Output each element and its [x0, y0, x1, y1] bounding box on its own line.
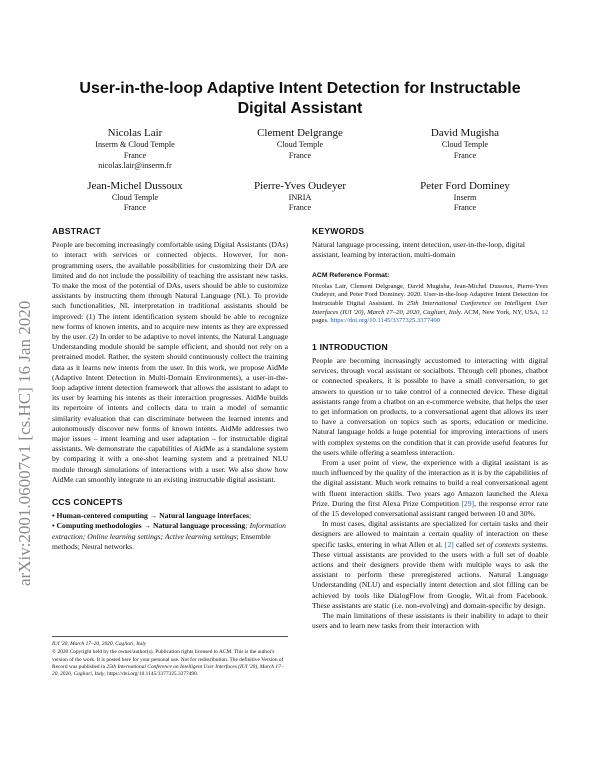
intro-paragraph: The main limitations of these assistants is their inability to adapt to their users and to learn new tasks from their interaction with	[312, 611, 548, 631]
author-affiliation: Cloud Temple	[111, 192, 159, 202]
acm-reference	[312, 283, 548, 326]
author-name: Peter Ford Dominey	[420, 179, 510, 192]
acm-ref-heading: ACM Reference Format:	[312, 271, 390, 279]
author-name: Pierre-Yves Oudeyer	[253, 179, 347, 192]
author-affiliation: Inserm & Cloud Temple	[95, 140, 175, 149]
intro-p3-b: called	[455, 539, 475, 549]
acm-ref-pages-link[interactable]: 12	[541, 308, 548, 316]
author-email[interactable]: nicolas.lair@inserm.fr	[98, 161, 172, 171]
author	[385, 127, 545, 172]
author-country: France	[123, 150, 147, 160]
intro-p2-b: , the response error rate of the 15 developed conversational assistant ranged between 10 and 30%.	[312, 498, 548, 519]
intro-p3-a: In most cases, digital assistants are specialized for certain tasks and their designers are allowed to maintain a certain quality of interaction on these specific tasks, entering in what Allen et al.	[312, 519, 548, 549]
ccs-line2-terms: ; Information extraction; Online learning settings; Active learning settings	[52, 521, 286, 541]
venue-line: IUI '20, March 17–20, 2020, Cagliari, Italy	[52, 641, 147, 647]
author-name: Clement Delgrange	[257, 127, 343, 139]
abstract-text: People are becoming increasingly comfortable using Digital Assistants (DAs) to interact with services or connected objects. However, for non-programming users, the available possibilities for customizing their DA are limited and do not include the possibility of teaching the assistant new tasks. To make the most of the potential of DAs, users should be able to customize assistants by instructing them through Natural Language (NL). To provide such functionalities, NL interpretation in traditional assistants should be improved: (1) The intent identification system should be able to recognize new forms of known intents, and to acquire new intents as they are expressed by the user. (2) In order to be adaptive to novel intents, the Natural Language Understanding module should be sample efficient, and should not rely on a pretrained model. Rather, the system should continuously collect the training data as it learns new intents from the user. In this work, we propose AidMe (Adaptive Intent Detection in Multi-Domain Environments), a user-in-the-loop adaptive intent detection framework that allows the assistant to adapt to its user by learning his intents as their interaction progresses. AidMe builds its repertoire of intents and collects data to train a model of semantic similarity evaluation that can discriminate between the learned intents and autonomously discover new forms of known intents. AidMe addresses two major issues – intent learning and user adaptation – for instructable digital assistants. We demonstrate the capabilities of AidMe as a standalone system by comparing it with a one-shot learning system and a pretrained NLU module through simulations of interactions with a user. We also show how AidMe can smoothly integrate to an existing instructable digital assistant.	[52, 240, 288, 484]
intro-heading: 1 INTRODUCTION	[312, 341, 388, 352]
author-country: France	[288, 203, 312, 213]
author-affiliation: Cloud Temple	[276, 140, 324, 149]
intro-paragraph: People are becoming increasingly accustomed to interacting with digital services, through vocal assistant or socialbots. Through cell phones, chatbot or connected speakers, it is possible to have a small conversation, to get answers to question or to take control of a connected device. These digital assistants range from a chatbot on an e-commerce website, that helps the user to get information on products, to a conversational agent that allows its user to have a conversation on topics such as sports, education or medicine. Natural language holds a huge potential for improving interactions of users with complex systems on the condition that it can provide useful features for the users while offering a seamless interaction.	[312, 355, 548, 457]
intro-p2-a: From a user point of view, the experience with a digital assistant is as much influenced by the quality of the interaction as it is by the capabilities of the digital assistant. Much work remains to build a real conversational agent with fluent interaction skills. Two years ago Amazon launched the Alexa Prize. During the first Alexa Prize Competition	[312, 458, 548, 508]
acm-ref-pages-post: pages.	[312, 317, 329, 325]
intro-paragraph	[312, 458, 548, 519]
author	[55, 127, 215, 172]
citation-link[interactable]: [29]	[461, 498, 475, 508]
author-affiliation: INRIA	[288, 192, 312, 202]
author-name: Nicolas Lair	[107, 127, 163, 139]
acm-ref-authors: Nicolas Lair, Clement Delgrange, David Mugisha, Jean-Michel Dussoux, Pierre-Yves Oudeyer, and Peter Ford Dominey. 2020. User-in-the-loop Adaptive Intent Detection for Instructable Digital Assistant. In	[312, 282, 548, 307]
acm-ref-venue: 25th International Conference on Intelligent User Interfaces (IUI '20), March 17–20, 2020, Cagliari, Italy.	[312, 300, 548, 316]
paper-title: User-in-the-loop Adaptive Intent Detection for Instructable Digital Assistant	[79, 80, 521, 117]
author	[385, 180, 545, 214]
footnote-doi[interactable]: https://doi.org/10.1145/3377325.3377490.	[107, 671, 199, 678]
ccs-line1: • Human-centered computing → Natural language interfaces	[52, 511, 249, 521]
author-country: France	[288, 150, 312, 160]
copyright-footnote: IUI '20, March 17–20, 2020, Cagliari, Italy © 2020 Copyright held by the owner/author(s). Publication rights licensed to ACM. This is the author's version of the work. It is posted here for your personal use. Not for redistribution. The definitive Version of Record was published in 25th International Conference on Intelligent User Interfaces (IUI '20), March 17–20, 2020, Cagliari, Italy, https://doi.org/10.1145/3377325.3377490.	[52, 636, 288, 678]
arxiv-stamp	[4, 250, 44, 590]
author-name: David Mugisha	[430, 127, 500, 139]
record-venue: 25th International Conference on Intelligent User Interfaces (IUI '20), March 17–20, 2020, Cagliari, Italy	[52, 663, 284, 678]
author-country: France	[123, 203, 147, 213]
intro-paragraph	[312, 519, 548, 611]
left-column	[52, 226, 288, 552]
author	[220, 180, 380, 214]
author-affiliation: Inserm	[453, 192, 477, 202]
abstract-heading: ABSTRACT	[52, 226, 101, 236]
acm-ref-pages-pre: ACM, New York, NY, USA,	[463, 308, 540, 316]
author-name: Jean-Michel Dussoux	[87, 179, 183, 192]
right-column	[312, 226, 548, 631]
ccs-heading: CCS CONCEPTS	[52, 497, 123, 508]
ccs-line1-end: ;	[249, 511, 252, 521]
keywords-text: Natural language processing, intent detection, user-in-the-loop, digital assistant, learning by interaction, multi-domain	[312, 240, 526, 260]
acm-ref-doi-link[interactable]: https://doi.org/10.1145/3377325.3377490	[330, 317, 441, 325]
intro-p3-c: systems. These virtual assistants are provided to the users with a full set of doable actions and their designers provide them with multiple ways to ask the assistant to perform these preregistered actions. Natural Language Understanding (NLU) and especially intent detection and slot filling can be achieved by tools like DialogFlow from Google, Wit.ai from Facebook. These assistants are static (i.e. non-evolving) and domain-specific by design.	[312, 539, 548, 610]
author-country: France	[453, 150, 477, 160]
ccs-concepts	[52, 511, 288, 552]
author-country: France	[453, 203, 477, 213]
intro-p3-italic: set of contexts	[476, 539, 520, 549]
author-block	[55, 127, 545, 222]
arxiv-stamp-text: arXiv:2001.06007v1 [cs.HC] 16 Jan 2020	[15, 300, 34, 586]
author-affiliation: Cloud Temple	[441, 140, 489, 149]
ccs-line2: • Computing methodologies → Natural language processing	[52, 521, 246, 531]
ccs-line2-tail: ; Ensemble methods; Neural networks.	[52, 531, 271, 551]
citation-link[interactable]: [2]	[444, 539, 454, 549]
copyright-text: © 2020 Copyright held by the owner/author(s). Publication rights licensed to ACM. This is the author's version of the work. It is posted here for your personal use. Not for redistribution. The definitive Version of Record was published in	[52, 649, 284, 670]
author	[55, 180, 215, 214]
author	[220, 127, 380, 172]
keywords-heading: KEYWORDS	[312, 226, 365, 236]
